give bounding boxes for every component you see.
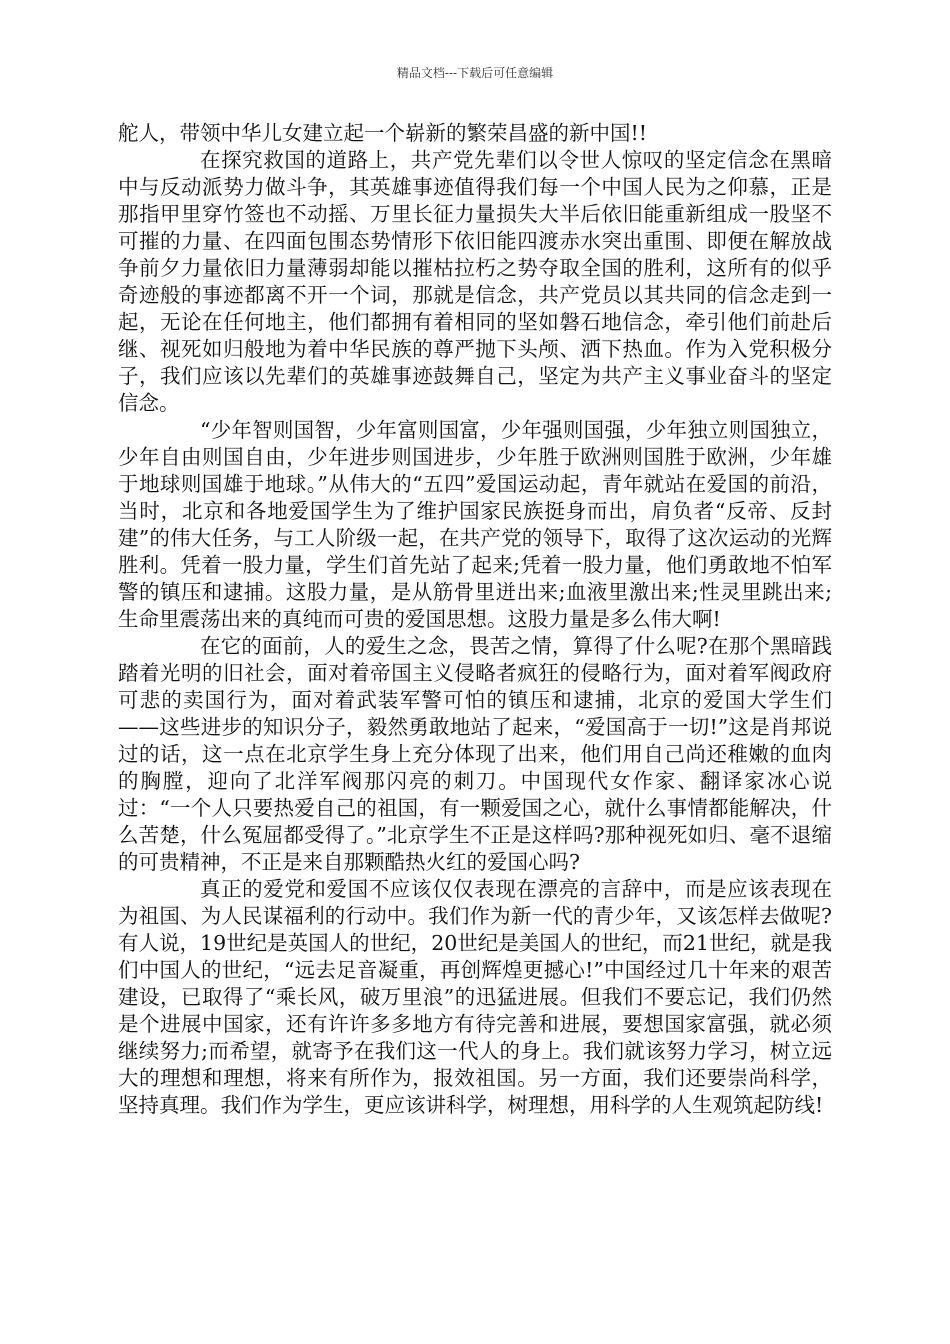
paragraph-faith: 在探究救国的道路上，共产党先辈们以令世人惊叹的坚定信念在黑暗中与反动派势力做斗争，其英雄事迹值得我们每一个中国人民为之仰慕，正是那指甲里穿竹签也不动摇、万里长征力量损失大半后依旧能重新组成一股坚不可摧的力量、在四面包围态势情形下依旧能四渡赤水突出重围、即便在解放战争前夕力量依旧力量薄弱却能以摧枯拉朽之势夺取全国的胜利，这所有的似乎奇迹般的事迹都离不开一个词，那就是信念，共产党员以其共同的信念走到一起，无论在任何地主，他们都拥有着相同的坚如磐石地信念，牵引他们前赴后继、视死如归般地为着中华民族的尊严抛下头颅、洒下热血。作为入党积极分子，我们应该以先辈们的英雄事迹鼓舞自己，坚定为共产主义事业奋斗的坚定信念。 <box>118 148 832 415</box>
document-body <box>118 120 832 1119</box>
page-header: 精品文档---下载后可任意编辑 <box>396 66 554 80</box>
paragraph-may-fourth: “少年智则国智，少年富则国富，少年强则国强，少年独立则国独立，少年自由则国自由，少年进步则国进步，少年胜于欧洲则国胜于欧洲，少年雄于地球则国雄于地球。”从伟大的“五四”爱国运动起，青年就站在爱国的前沿，当时，北京和各地爱国学生为了维护国家民族挺身而出，肩负者“反帝、反封建”的伟大任务，与工人阶级一起，在共产党的领导下，取得了这次运动的光辉胜利。凭着一股力量，学生们首先站了起来;凭着一股力量，他们勇敢地不怕军警的镇压和逮捕。这股力量，是从筋骨里迸出来;血液里激出来;性灵里跳出来;生命里震荡出来的真纯而可贵的爱国思想。这股力量是多么伟大啊! <box>118 418 832 631</box>
paragraph-continuation: 舵人，带领中华儿女建立起一个崭新的繁荣昌盛的新中国!! <box>118 121 647 145</box>
paragraph-patriotism: 在它的面前，人的爱生之念，畏苦之情，算得了什么呢?在那个黑暗践踏着光明的旧社会，面对着帝国主义侵略者疯狂的侵略行为，面对着军阀政府可悲的卖国行为，面对着武装军警可怕的镇压和逮捕，北京的爱国大学生们——这些进步的知识分子，毅然勇敢地站了起来，“爱国高于一切!”这是肖邦说过的话，这一点在北京学生身上充分体现了出来，他们用自己尚还稚嫩的血肉的胸膛，迎向了北洋军阀那闪亮的刺刀。中国现代女作家、翻译家冰心说过：“一个人只要热爱自己的祖国，有一颗爱国之心，就什么事情都能解决，什么苦楚，什么冤屈都受得了。”北京学生不正是这样吗?那种视死如归、毫不退缩的可贵精神，不正是来自那颗酷热火红的爱国心吗? <box>118 634 832 874</box>
paragraph-youth-action: 真正的爱党和爱国不应该仅仅表现在漂亮的言辞中，而是应该表现在为祖国、为人民谋福利的行动中。我们作为新一代的青少年，又该怎样去做呢?有人说，19世纪是英国人的世纪，20世纪是美国人的世纪，而21世纪，就是我们中国人的世纪，“远去足音凝重，再创辉煌更撼心!”中国经过几十年来的艰苦建设，已取得了“乘长风，破万里浪”的迅猛进展。但我们不要忘记，我们仍然是个进展中国家，还有许许多多地方有待完善和进展，要想国家富强，就必须继续努力;而希望，就寄予在我们这一代人的身上。我们就该努力学习，树立远大的理想和理想，将来有所作为，报效祖国。另一方面，我们还要崇尚科学，坚持真理。我们作为学生，更应该讲科学，树理想，用科学的人生观筑起防线! <box>118 877 832 1117</box>
